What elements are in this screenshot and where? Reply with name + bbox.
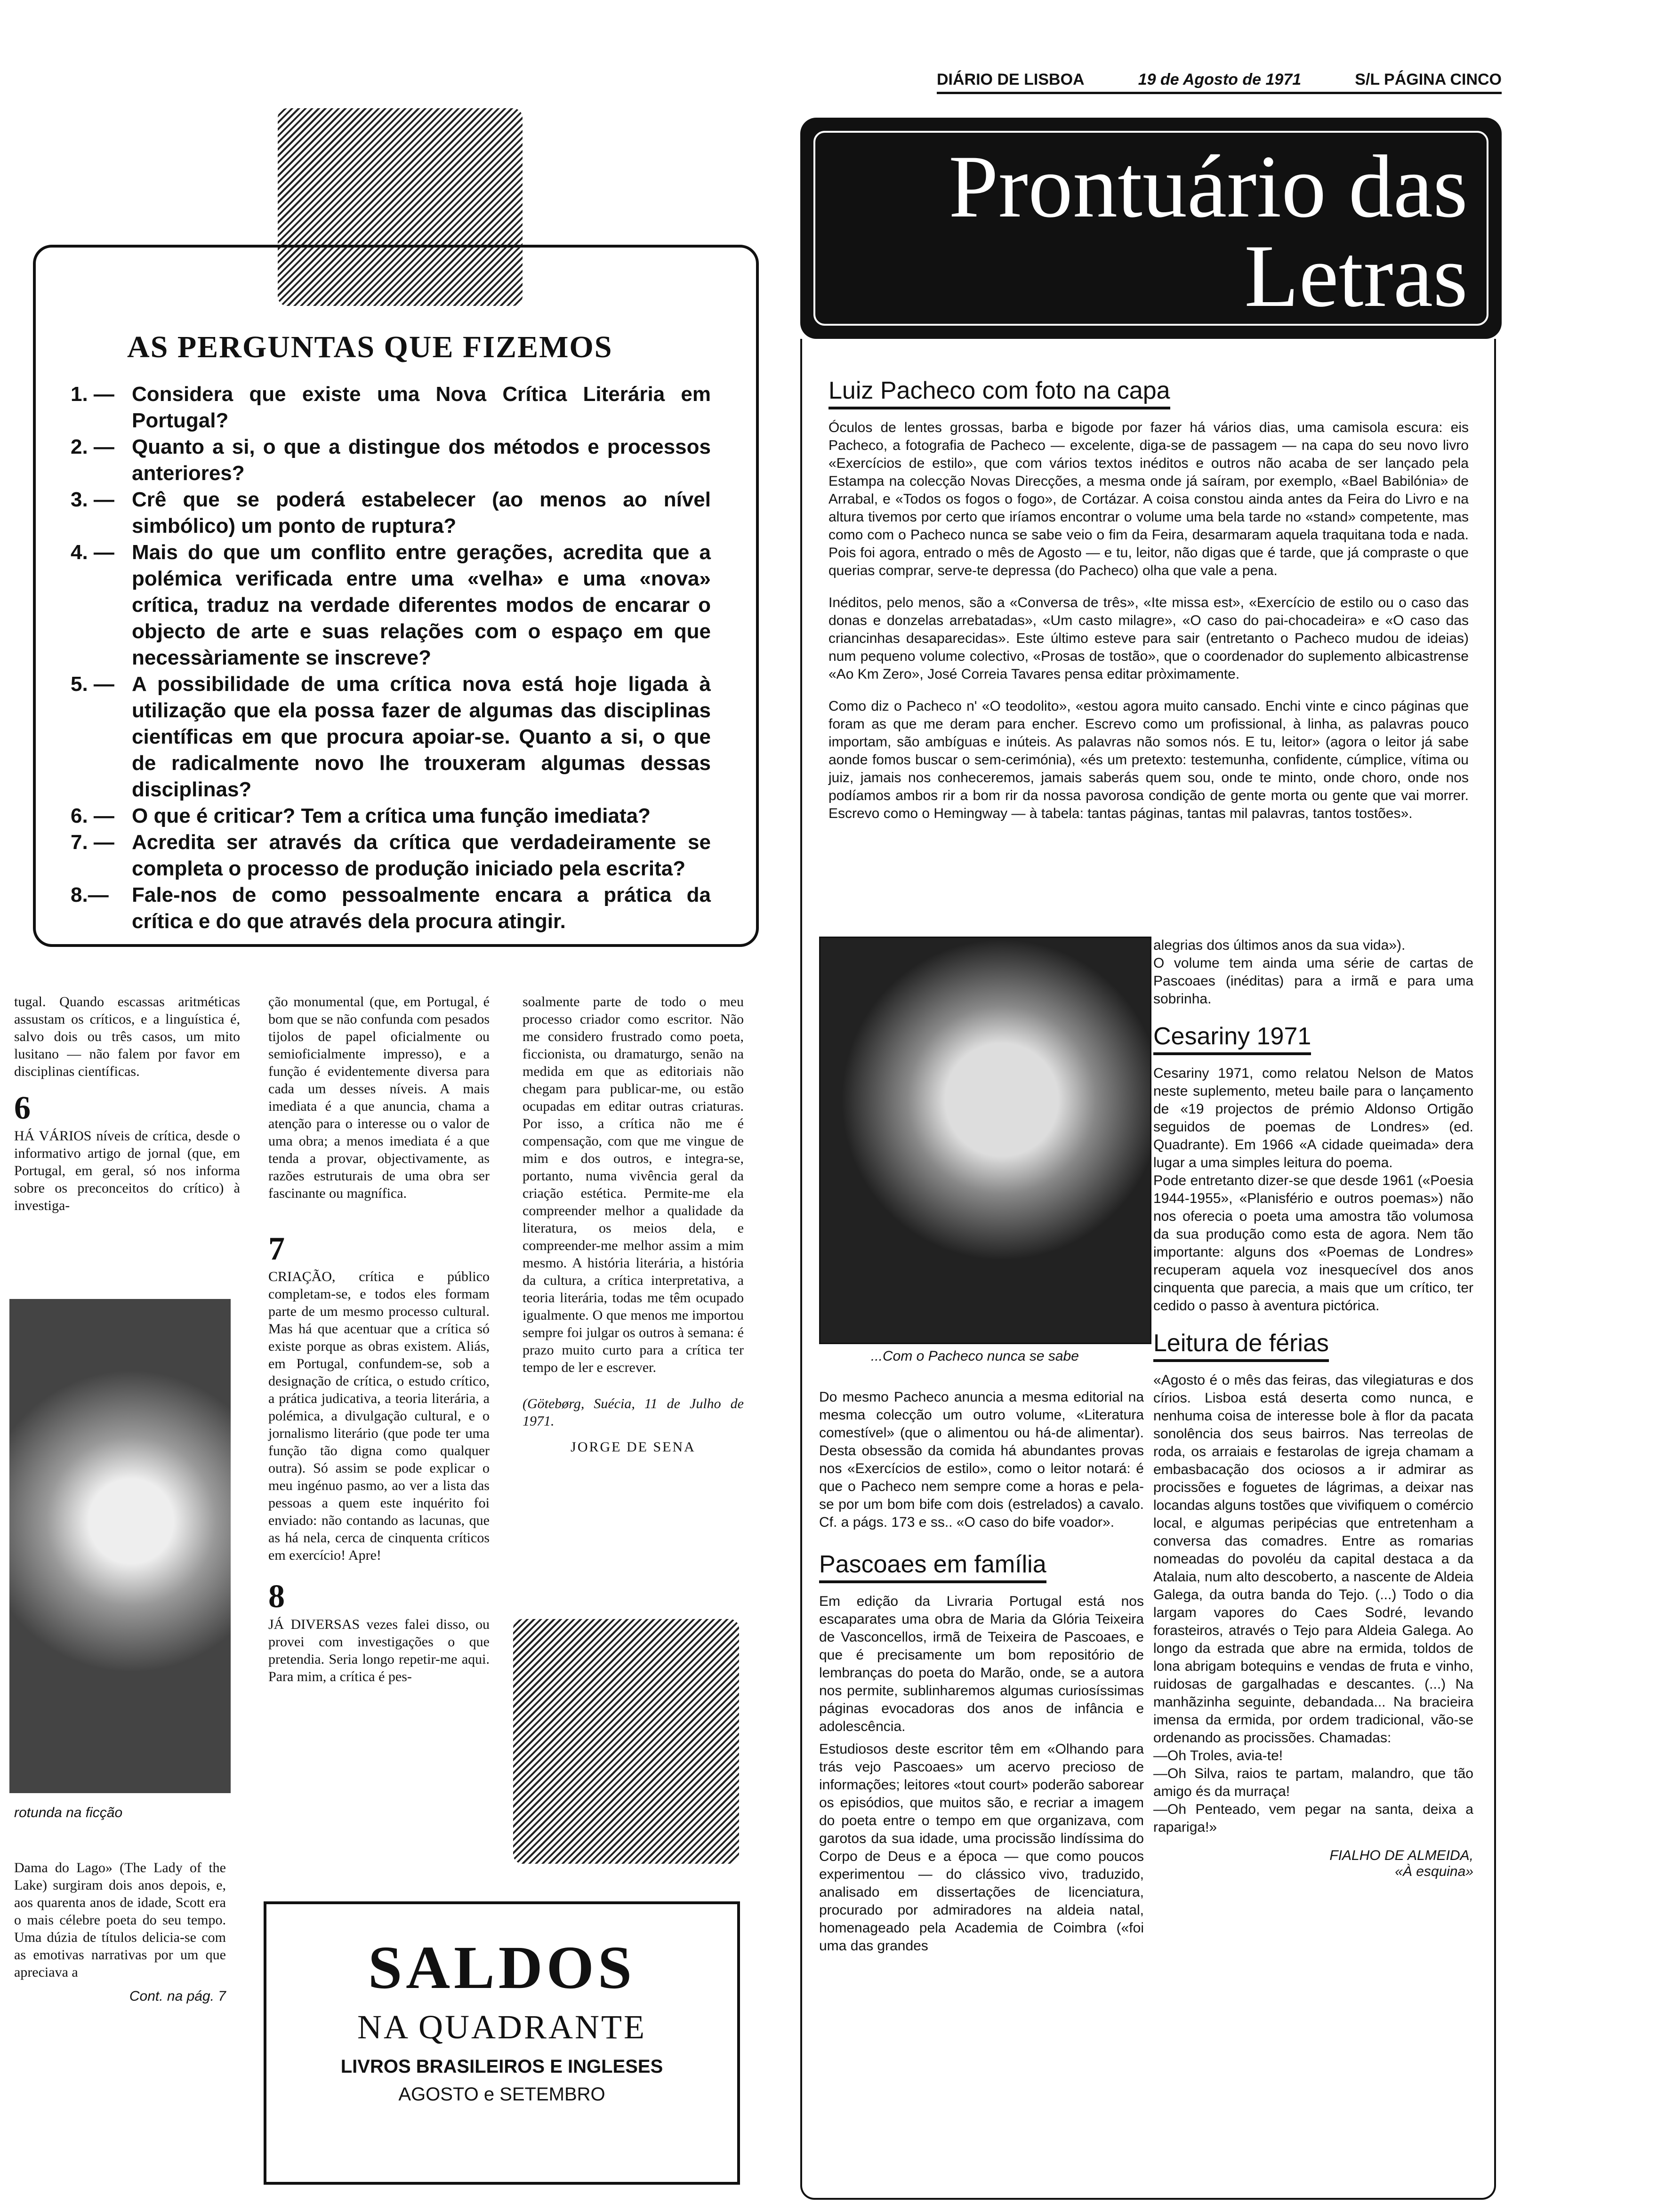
left-column-1-bottom — [14, 1859, 226, 2004]
dateline: (Götebørg, Suécia, 11 de Julho de 1971. — [523, 1396, 744, 1429]
ad-title: SALDOS — [368, 1934, 636, 2002]
article-text: HÁ VÁRIOS níveis de crítica, desde o informativo artigo de jornal (que, em Portugal, em geral, só nos informa sobre os preconceitos do crítico) à investiga- — [14, 1128, 240, 1213]
quote-author: FIALHO DE ALMEIDA, — [1329, 1848, 1473, 1863]
question-text: Acredita ser através da crítica que verdadeiramente se completa o processo de produção iniciado pela escrita? — [132, 831, 711, 880]
question-text: A possibilidade de uma crítica nova está hoje ligada à utilização que ela possa fazer de algumas das disciplinas científicas em que procura apoiar-se. Quanto a si, o que de radicalmente novo lhe trouxeram algumas dessas disciplinas? — [132, 673, 711, 801]
article-text: tugal. Quando escassas aritméticas assustam os críticos, e a linguística é, salvo dois ou três casos, um mito lusitano — não falem por favor em disciplinas científicas. — [14, 994, 240, 1079]
article-text: Em edição da Livraria Portugal está nos escaparates uma obra de Maria da Glória Teixeira de Vasconcellos, irmã de Teixeira de Pascoaes, e que é precisamente um bom repositório de lembranças do poeta do Marão, onde, se a autora nos permite, sublinharemos algumas curiosíssimas páginas evocadoras dos anos de infância e adolescência. — [819, 1594, 1144, 1734]
answer-number-8: 8 — [268, 1579, 285, 1615]
section-title-box — [800, 118, 1502, 339]
question-text: O que é criticar? Tem a crítica uma função imediata? — [132, 804, 651, 827]
article-text: «Agosto é o mês das feiras, das vilegiaturas e dos círios. Lisboa está deserta como nunca, e nenhuma coisa de interesse bole à flor da pacata sonolência dos seus bairros. Nas terreolas de roda, os arraiais e festarolas de igreja chamam a embasbacação dos ociosos a ir admirar as procissões e foguetes de lágrimas, a deixar nas locandas alguns tostões que vivifiquem o comércio local, e algumas peripécias que entretenham a conversa das comadres. Entre as romarias nomeadas do povoléu da capital destaca a da Atalaia, num alto descoberto, a nascente de Aldeia Galega, da outra banda do Tejo. (...) Todo o dia largam vapores do Caes Sodré, levando forasteiros, através o Tejo para Aldeia Galega. Ao longo da estrada que abre na ermida, toldos de lona abrigam botequins e vendas de fruta e vinho, ruidosas de gargalhadas e descantes. (...) Na manhãzinha seguinte, debandada... Na bracieira imensa da ermida, por ordem tradicional, vão-se ordenando as procissões. Chamadas: — [1153, 1372, 1473, 1746]
ad-subtitle: NA QUADRANTE — [357, 2008, 646, 2046]
title-line-1: Prontuário das — [949, 137, 1468, 236]
article-text: Estudiosos deste escritor têm em «Olhando para trás vejo Pascoaes» um acervo precioso de informações; leitores «tout court» poderão saborear os episódios, que muitos são, e recriar a imagem do poeta entre o tempo em que organizava, com garotos da sua idade, uma procissão lindíssima do Corpo de Deus e a época — que como poucos experimentou — do clássico vivo, traduzido, analisado em dissertações de licenciatura, procurado por admiradores na aldeia natal, homenageado pela Academia de Coimbra («foi uma das grandes — [819, 1741, 1144, 1954]
ad-line: AGOSTO e SETEMBRO — [398, 2084, 605, 2105]
question-number: 7. — — [71, 831, 114, 854]
pacheco-photo — [819, 937, 1151, 1344]
article-text: CRIAÇÃO, crítica e público completam-se, e todos eles formam parte de um mesmo processo cultural. Mas há que acentuar que a crítica só existe porque as obras existem. Aliás, em Portugal, confundem-se, sob a designação de crítica, o estudo crítico, a prática judicativa, a teoria literária, a polémica, a divulgação cultural, e o jornalismo literário (que pode ter uma função tão digna como qualquer outra). Só assim se pode explicar o meu ingénuo pasmo, ao ver a lista das pessoas a quem este inquérito foi enviado: não contando as lacunas, que as há nela, cerca de cinquenta críticos em exercício! Apre! — [268, 1269, 490, 1563]
page-label: S/L PÁGINA CINCO — [1355, 71, 1502, 88]
question-item — [71, 882, 711, 935]
article-text: soalmente parte de todo o meu processo criador como escritor. Não me considero frustrado como poeta, ficcionista, ou dramaturgo, senão na medida em que as editoriais não chegam para publicar-me, ou estão ocupadas em editar outras criaturas. Por isso, a crítica não me é compensação, com que me vingue de mim e dos outros, e integra-se, portanto, numa vivência geral da criação estética. Permite-me ela compreender melhor a qualidade da literatura, os meios dela, e compreender-me melhor assim a mim mesmo. A história literária, a história da cultura, a crítica interpretativa, a teoria literária, todas me têm ocupado igualmente. O que menos me importou sempre foi julgar os outros à semana: é prazo muito curto para a crítica ter tempo de ler e escrever. — [523, 994, 744, 1375]
question-text: Fale-nos de como pessoalmente encara a prática da crítica e do que através dela procura atingir. — [132, 883, 711, 933]
question-text: Considera que existe uma Nova Crítica Literária em Portugal? — [132, 383, 711, 432]
article-text: Dama do Lago» (The Lady of the Lake) surgiram dois anos depois, e, aos quarenta anos de idade, Scott era o mais célebre poeta do seu tempo. Uma dúzia de títulos delicia-se com as emotivas narrativas por um que apreciava a — [14, 1860, 226, 1980]
section-heading: Pascoaes em família — [819, 1550, 1046, 1583]
section-heading: Leitura de férias — [1153, 1329, 1329, 1362]
continued-note: Cont. na pág. 7 — [129, 1988, 226, 2004]
portrait-image — [9, 1299, 231, 1793]
article-text: Do mesmo Pacheco anuncia a mesma editorial na mesma colecção um outro volume, «Literatura comestível» (que o alimentou ou há-de alimentar). Desta obsessão da comida há abundantes provas nos «Exercícios de estilo», como o leitor notará: é que o Pacheco nem sempre come a horas e pela-se por um bom bife com dois (estrelados) a cavalo. Cf. a págs. 173 e ss.. «O caso do bife voador». — [819, 1389, 1144, 1530]
question-item — [71, 487, 711, 539]
ad-line: LIVROS BRASILEIROS E INGLESES — [340, 2056, 663, 2077]
question-item — [71, 671, 711, 803]
article-text: ção monumental (que, em Portugal, é bom que se não confunda com pesados tijolos de papel oficialmente ou semioficialmente impresso), e a função é evidentemente diversa para cada um desses níveis. A mais imediata é a que anuncia, chama a atenção para o interesse ou o valor de uma obra; a menos imediata é a que tenda a provar, objectivamente, as razões estruturais de uma obra ser fascinante ou magnífica. — [268, 994, 490, 1201]
right-right-subcolumn — [1153, 937, 1473, 1880]
answer-number-6: 6 — [14, 1090, 31, 1126]
title-line-2: Letras — [1244, 227, 1468, 326]
questions-list — [71, 381, 711, 935]
article-text: Óculos de lentes grossas, barba e bigode por fazer há vários dias, uma camisola escura: eis Pacheco, a fotografia de Pacheco — excelente, diga-se de passagem — na capa do seu novo livro «Exercícios de estilo», que com vários textos inéditos e outros não acaba de ser lançado pela Estampa na colecção Novas Direcções, a mesma onde já saíram, por exemplo, «Bael Babilónia» de Arrabal, e «Todos os fogos o fogo», de Cortázar. A coisa constou ainda antes da Feira do Livro e na altura tivemos por certo que iríamos encontrar o volume uma bela tarde no «stand» competente, mas como com o Pacheco nunca se sabe veio o fim da Feira, desarmaram aquela traquitana toda e nada. Pois foi agora, entrado o mês de Agosto — e tu, leitor, não digas que é tarde, que já compraste o que querias comprar, serve-te depressa (do Pacheco) olha que vale a pena. — [828, 420, 1469, 578]
right-left-subcolumn — [819, 1388, 1144, 1955]
saldos-advertisement — [264, 1901, 740, 2185]
quote-source: «À esquina» — [1395, 1864, 1473, 1879]
article-text: Inéditos, pelo menos, são a «Conversa de três», «Ite missa est», «Exercício de estilo ou o caso das donas e donzelas arrebatadas», «Um casto milagre», «O caso do pai-chocadeira» e «O caso das criancinhas desaparecidas». Este último esteve para sair (entretanto o Pacheco mudou de ideias) num pequeno volume colectivo, «Prosas de tostão», que o coordenador do suplemento albicastrense «Ao Km Zero», José Correia Tavares pensa editar pròximamente. — [828, 595, 1469, 682]
question-text: Quanto a si, o que a distingue dos métodos e processos anteriores? — [132, 435, 711, 485]
question-number: 8.— — [71, 883, 109, 906]
questions-heading: AS PERGUNTAS QUE FIZEMOS — [127, 330, 613, 364]
left-column-2 — [268, 993, 490, 1685]
question-item — [71, 539, 711, 671]
answer-number-7: 7 — [268, 1231, 285, 1267]
article-text: Cesariny 1971, como relatou Nelson de Matos neste suplemento, meteu baile para o lançamento de «19 projectos de prémio Aldonso Ortigão seguidos de poemas de Londres» (ed. Quadrante). Em 1966 «A cidade queimada» dera lugar a uma simples leitura do poema. — [1153, 1066, 1473, 1170]
question-number: 2. — — [71, 435, 114, 458]
article-text: JÁ DIVERSAS vezes falei disso, ou provei com investigações o que pretendia. Seria longo repetir-me aqui. Para mim, a crítica é pes- — [268, 1617, 490, 1684]
article-text: alegrias dos últimos anos da sua vida»). O volume tem ainda uma série de cartas de Pascoaes (inéditas) para a irmã e para uma sobrinha. — [1153, 938, 1473, 1007]
issue-date: 19 de Agosto de 1971 — [1138, 71, 1302, 88]
question-text: Mais do que um conflito entre gerações, acredita que a polémica verificada entre uma «velha» e uma «nova» crítica, traduz na verdade diferentes modos de encarar o objecto de arte e suas relações com o espaço em que necessàriamente se inscreve? — [132, 541, 711, 669]
section-title — [813, 131, 1488, 326]
question-item — [71, 434, 711, 487]
image-caption: rotunda na ficção — [14, 1805, 123, 1820]
author-signature: JORGE DE SENA — [571, 1439, 696, 1455]
writer-illustration-small — [513, 1619, 739, 1864]
question-text: Crê que se poderá estabelecer (ao menos ao nível simbólico) um ponto de ruptura? — [132, 488, 711, 537]
section-heading: Luiz Pacheco com foto na capa — [828, 377, 1170, 409]
article-text: Pode entretanto dizer-se que desde 1961 («Poesia 1944-1955», «Planisfério e outros poemas») não nos oferecia o poeta uma amostra tão volumosa da sua produção como esta de agora. Nem tão importante: alguns dos «Poemas de Londres» recuperam aquela voz inesquecível dos anos cinquenta que parecia, a mais que um crítico, ter cedido o passo à aventura pictórica. — [1153, 1173, 1473, 1314]
question-number: 1. — — [71, 383, 114, 406]
question-item — [71, 829, 711, 882]
masthead — [937, 71, 1502, 94]
question-number: 3. — — [71, 488, 114, 511]
left-column-3 — [523, 993, 744, 1455]
question-number: 5. — — [71, 673, 114, 696]
pacheco-article — [828, 377, 1469, 823]
question-number: 6. — — [71, 804, 114, 827]
section-heading: Cesariny 1971 — [1153, 1022, 1311, 1055]
article-text: Como diz o Pacheco n' «O teodolito», «estou agora muito cansado. Enchi vinte e cinco páginas que foram as que me deram para encher. Escrevo como um profissional, à linha, as palavras pouco importam, são ambíguas e inúteis. As palavras não somos nós. E tu, leitor» (agora o leitor já sabe aonde fomos buscar o sem-cerimónia), «és um pretexto: testemunha, confidente, cúmplice, vítima ou juiz, jamais nos conheceremos, jamais saberás quem sou, onde te minto, onde choro, onde nos podíamos ambos rir a bom rir da nossa pavorosa condição de gente morta ou gente que vai morrer. Escrevo como o Hemingway — à tabela: tantas páginas, tantas mil palavras, tantos tostões». — [828, 698, 1469, 821]
question-item — [71, 803, 711, 829]
paper-name: DIÁRIO DE LISBOA — [937, 71, 1085, 88]
question-number: 4. — — [71, 541, 114, 564]
left-column-1 — [14, 993, 240, 1214]
photo-caption: ...Com o Pacheco nunca se sabe — [871, 1348, 1079, 1364]
article-text: —Oh Troles, avia-te! —Oh Silva, raios te partam, malandro, que tão amigo és da murraça! —Oh Penteado, vem pegar na santa, deixa a rapariga!» — [1153, 1748, 1473, 1835]
question-item — [71, 381, 711, 434]
